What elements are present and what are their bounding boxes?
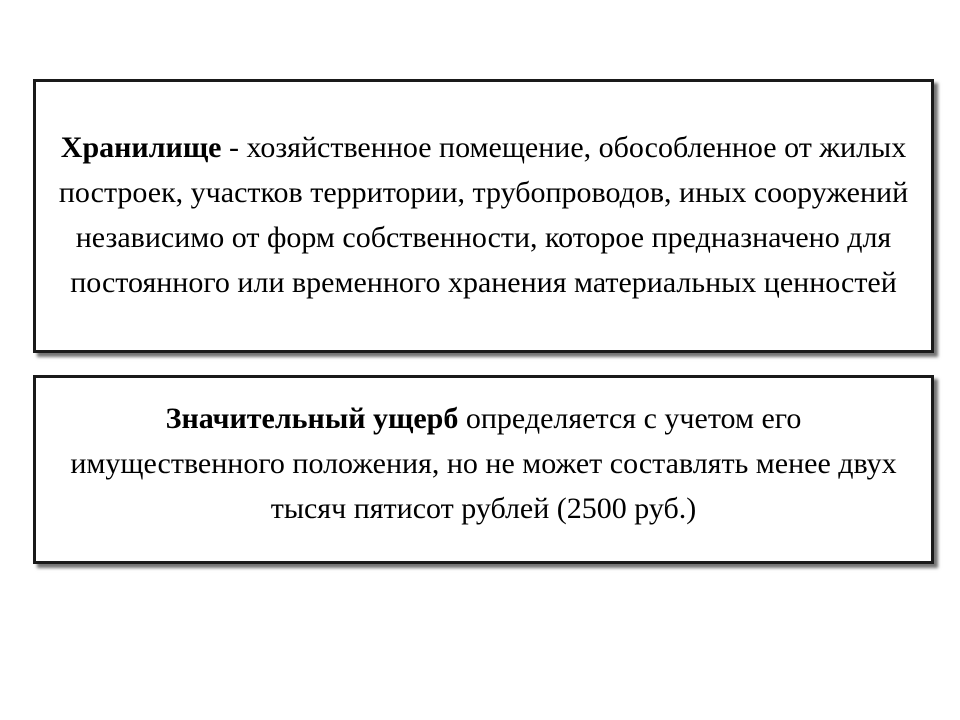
term-storage: Хранилище — [60, 131, 222, 164]
definition-box-storage — [33, 79, 934, 353]
definition-damage-body: определяется с учетом его имущественного положения, но не может составлять менее двух тысяч пятисот рублей (2500 руб.) — [70, 402, 897, 525]
definition-text-damage — [56, 396, 911, 531]
definition-storage-body: - хозяйственное помещение, обособленное от жилых построек, участков территории, трубопроводов, иных сооружений независимо от форм собственности, которое предназначено для постоянного или временного хранения материальных ценностей — [58, 131, 909, 299]
definition-box-damage — [33, 375, 934, 564]
definition-text-storage — [56, 125, 911, 305]
term-damage: Значительный ущерб — [165, 402, 459, 435]
